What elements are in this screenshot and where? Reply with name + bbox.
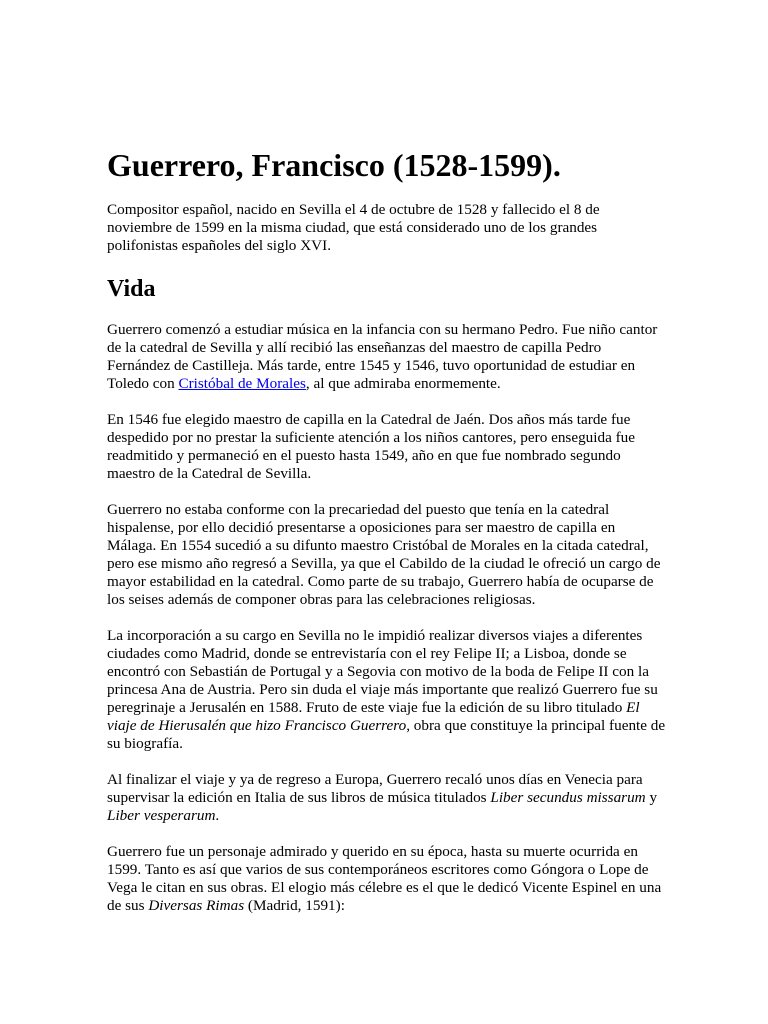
paragraph-2: En 1546 fue elegido maestro de capilla en la Catedral de Jaén. Dos años más tarde fue despedido por no prestar la suficiente atención a los niños cantores, pero enseguida fue readmitido y permaneció en el puesto hasta 1549, año en que fue nombrado segundo maestro de la Catedral de Sevilla. [107,411,636,482]
paragraph-1 [107,321,667,393]
paragraph-6-text-a: Guerrero fue un personaje admirado y querido en su época, hasta su muerte ocurrida en 1599. Tanto es así que varios de sus contemporáneos escritores como Góngora o Lope de Vega le citan en sus obras. El elogio más célebre es el que le dedicó Vicente Espinel en una de sus [107,843,662,914]
section-heading-vida: Vida [107,276,156,302]
paragraph-5-text-a: Al finalizar el viaje y ya de regreso a Europa, Guerrero recaló unos días en Venecia para supervisar la edición en Italia de sus libros de música titulados [107,771,643,806]
paragraph-1-text-a: Guerrero comenzó a estudiar música en la infancia con su hermano Pedro. Fue niño cantor de la catedral de Sevilla y allí recibió las enseñanzas del maestro de capilla Pedro Fernández de Castilleja. Más tarde, entre 1545 y 1546, tuvo oportunidad de estudiar en Toledo con [107,321,658,392]
paragraph-3: Guerrero no estaba conforme con la precariedad del puesto que tenía en la catedral hispalense, por ello decidió presentarse a oposiciones para ser maestro de capilla en Málaga. En 1554 sucedió a su difunto maestro Cristóbal de Morales en la citada catedral, pero ese mismo año regresó a Sevilla, ya que el Cabildo de la ciudad le ofreció un cargo de mayor estabilidad en la catedral. Como parte de su trabajo, Guerrero había de ocuparse de los seises además de componer obras para las celebraciones religiosas. [107,501,661,608]
book-title-missarum: Liber secundus missarum [490,789,646,806]
paragraph-5 [107,771,667,825]
paragraph-5-text-b: y [645,789,658,806]
page-title: Guerrero, Francisco (1528-1599). [107,147,561,183]
paragraph-4-text-b: , obra que constituye la principal fuente de su biografía. [107,717,666,752]
book-title-viaje: El viaje de Hierusalén que hizo Francisco Guerrero [107,699,640,734]
paragraph-1-text-b: , al que admiraba enormemente. [305,375,501,392]
paragraph-4-text-a: La incorporación a su cargo en Sevilla no le impidió realizar diversos viajes a diferentes ciudades como Madrid, donde se entrevistaría con el rey Felipe II; a Lisboa, donde se encontró con Sebastián de Portugal y a Segovia con motivo de la boda de Felipe II con la princesa Ana de Austria. Pero sin duda el viaje más importante que realizó Guerrero fue su peregrinaje a Jerusalén en 1588. Fruto de este viaje fue la edición de su libro titulado [107,627,658,716]
cristobal-de-morales-link[interactable]: Cristóbal de Morales [178,375,306,392]
paragraph-6-text-b: (Madrid, 1591): [244,897,345,914]
document-page [107,146,667,933]
book-title-vesperarum: Liber vesperarum [107,807,216,824]
paragraph-5-text-c: . [215,807,220,824]
paragraph-4 [107,627,667,753]
intro-paragraph: Compositor español, nacido en Sevilla el 4 de octubre de 1528 y fallecido el 8 de noviembre de 1599 en la misma ciudad, que está considerado uno de los grandes polifonistas españoles del siglo XVI. [107,201,600,254]
paragraph-6 [107,843,667,915]
book-title-diversas-rimas: Diversas Rimas [148,897,245,914]
